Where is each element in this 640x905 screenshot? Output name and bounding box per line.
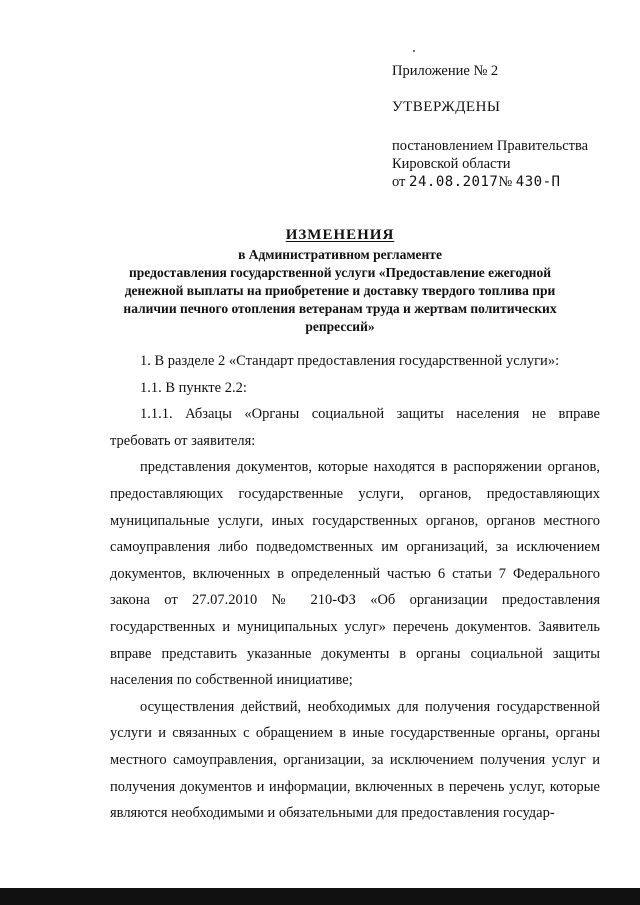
paragraph-section-2: 1. В разделе 2 «Стандарт предоставления государственной услуги»:	[140, 353, 560, 369]
paragraph-actions: осуществления действий, необходимых для получения государственной услуги и связанных с обращением в иные государственные органы, органы местного самоуправления, организации, за исключением получения услуг и получения документов и информации, включенных в перечень услуг, которые являются необходимыми и обязательными для предоставления государ-	[110, 698, 600, 822]
title-sub-line-3: денежной выплаты на приобретение и доставку твердого топлива при	[124, 283, 556, 298]
scan-speck	[413, 50, 415, 52]
title-main: ИЗМЕНЕНИЯ	[285, 227, 395, 243]
document-body	[110, 348, 600, 827]
handwritten-number: 430-П	[515, 174, 561, 190]
document-title	[80, 227, 600, 336]
paragraph-item-1-1: 1.1. В пункте 2.2:	[140, 379, 247, 396]
handwritten-date: 24.08.2017	[409, 174, 499, 190]
resolution-line-1: постановлением Правительства	[392, 138, 589, 154]
title-sub-line-1: в Административном регламенте	[238, 247, 442, 262]
title-sub-line-5: репрессий»	[305, 319, 375, 334]
resolution-line-2: Кировской области	[392, 156, 511, 172]
date-prefix: от	[392, 174, 406, 190]
resolution-reference	[392, 137, 588, 191]
paragraph-documents: представления документов, которые находятся в распоряжении органов, предоставляющих государственные услуги, органов, предоставляющих муниципальные услуги, иных государственных органов, органов местного самоуправления либо подведомственных им организаций, за исключением документов, включенных в определенный частью 6 статьи 7 Федерального закона от 27.07.2010 № 210-ФЗ «Об организации предоставления государственных и муниципальных услуг» перечень документов. Заявитель вправе представить указанные документы в органы социальной защиты населения по собственной инициативе;	[110, 459, 600, 689]
title-sub-line-2: предоставления государственной услуги «Предоставление ежегодной	[129, 265, 551, 280]
title-sub-line-4: наличии печного отопления ветеранам труда и жертвам политических	[123, 301, 557, 316]
approved-heading: УТВЕРЖДЕНЫ	[392, 99, 501, 115]
number-sign: №	[498, 174, 513, 190]
paragraph-item-1-1-1: 1.1.1. Абзацы «Органы социальной защиты населения не вправе требовать от заявителя:	[110, 406, 600, 449]
scan-border-bar	[0, 888, 640, 905]
appendix-label: Приложение № 2	[392, 63, 499, 79]
resolution-date-line	[392, 173, 588, 191]
